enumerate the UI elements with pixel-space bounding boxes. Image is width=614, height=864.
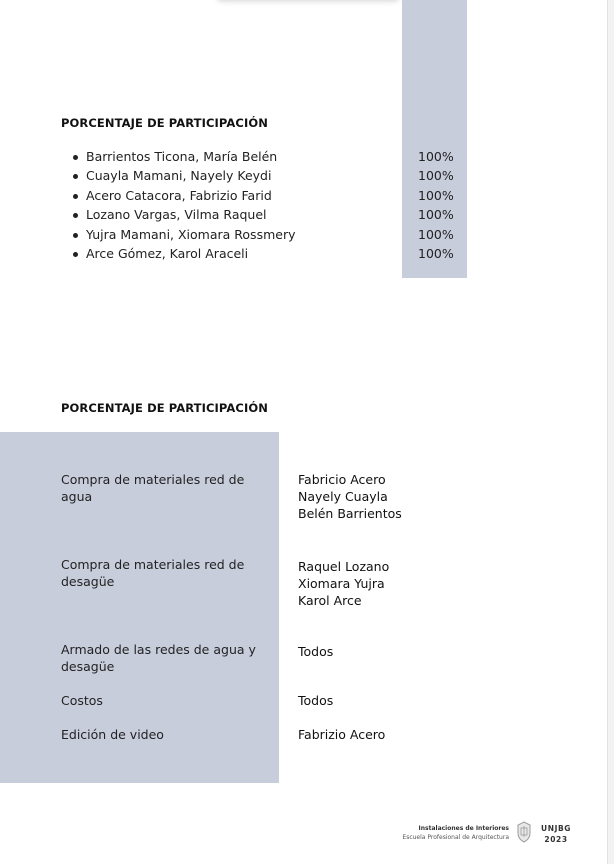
task-label: Edición de video: [61, 727, 164, 742]
bullet-icon: [73, 155, 78, 160]
assignee-name: Raquel Lozano: [298, 559, 390, 574]
participation-heading: PORCENTAJE DE PARTICIPACIÓN: [61, 116, 268, 130]
task-label: Compra de materiales red de desagüe: [61, 557, 245, 589]
participant-percent: 100%: [418, 207, 454, 223]
participant-name: Yujra Mamani, Xiomara Rossmery: [86, 226, 296, 242]
footer-year: 2023: [544, 835, 568, 844]
bullet-icon: [73, 252, 78, 257]
task-assignees: [298, 726, 385, 743]
bullet-icon: [73, 194, 78, 199]
task-assignees: [298, 643, 333, 660]
assignee-name: Fabrizio Acero: [298, 727, 386, 742]
task-label: Costos: [61, 693, 103, 708]
participant-name: Cuayla Mamani, Nayely Keydi: [86, 168, 272, 184]
task-assignees: [298, 692, 333, 709]
participant-percent: 100%: [418, 149, 454, 164]
participant-percent: 100%: [418, 168, 454, 184]
participant-name: Arce Gómez, Karol Araceli: [86, 245, 249, 261]
footer-university-year: [541, 823, 571, 845]
assignee-name: Karol Arce: [298, 593, 362, 608]
task-assignees: [298, 558, 389, 609]
footer-school: Escuela Profesional de Arquitectura: [402, 834, 509, 841]
footer-course-info: [402, 824, 509, 842]
task-participation-heading: PORCENTAJE DE PARTICIPACIÓN: [61, 401, 268, 415]
bullet-icon: [73, 174, 78, 179]
participant-percent: 100%: [418, 245, 454, 261]
participant-name: Lozano Vargas, Vilma Raquel: [86, 207, 267, 223]
footer-course: Instalaciones de Interiores: [418, 825, 509, 832]
assignee-name: Fabricio Acero: [298, 472, 386, 487]
page-edge: [607, 0, 614, 864]
participant-percent: 100%: [418, 226, 454, 242]
university-crest-icon: [515, 821, 533, 843]
assignee-name: Belén Barrientos: [298, 506, 402, 521]
assignee-name: Todos: [298, 693, 334, 708]
participant-percent: 100%: [418, 187, 454, 203]
bullet-icon: [73, 233, 78, 238]
task-assignees: [298, 471, 402, 522]
footer-university: UNJBG: [541, 824, 572, 833]
assignee-name: Todos: [298, 644, 334, 659]
assignee-name: Xiomara Yujra: [298, 576, 385, 591]
task-label: Armado de las redes de agua y desagüe: [61, 642, 256, 674]
task-label: Compra de materiales red de agua: [61, 472, 245, 504]
bullet-icon: [73, 213, 78, 218]
participant-name: Barrientos Ticona, María Belén: [86, 149, 278, 164]
participant-name: Acero Catacora, Fabrizio Farid: [86, 187, 272, 203]
assignee-name: Nayely Cuayla: [298, 489, 388, 504]
